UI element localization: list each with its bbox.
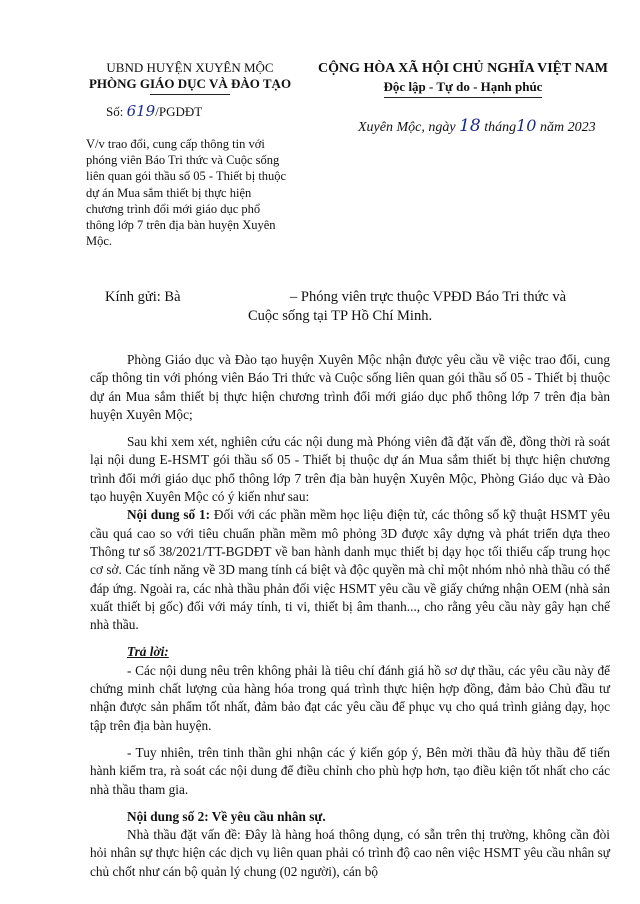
item-1-text: Đối với các phần mềm học liệu điện tử, các thông số kỹ thuật HSMT yêu cầu quá cao so với tiêu chuẩn phần mềm mô phỏng 3D được xây dựng và phát triển dựa theo Thông tư số 38/2021/TT-BGDĐT về ban hành danh mục thiết bị dạy học tối thiểu cấp trung học cơ sở. Các tính năng về 3D mang tính cá biệt và độc quyền mà chỉ một nhóm nhỏ nhà thầu có thể đáp ứng. Ngoài ra, các nhà thầu phản đối việc HSMT yêu cầu về giấy chứng nhận OEM (nhà sản xuất thiết bị gốc) đối với máy tính, ti vi, thiết bị âm thanh..., cho rằng yêu cầu này gây hạn chế nhà thầu. [90,507,610,633]
answer-heading: Trả lời: [127,644,169,660]
recipient-line-2: Cuộc sống tại TP Hồ Chí Minh. [248,308,433,324]
paragraph-item-2-text: Nhà thầu đặt vấn đề: Đây là hàng hoá thông dụng, có sẵn trên thị trường, không cần đòi hỏi nhân sự thực hiện các dịch vụ liên quan phải có trình độ cao nên việc HSMT yêu cầu nhân sự chủ chốt như cán bộ quản lý chung (02 người), cán bộ [90,827,610,879]
item-1-heading: Nội dung số 1: [127,507,211,523]
paragraph-review: Sau khi xem xét, nghiên cứu các nội dung mà Phóng viên đã đặt vấn đề, đồng thời rà soát lại nội dung E-HSMT gói thầu số 05 - Thiết bị thuộc dự án Mua sắm thiết bị thực hiện chương trình đổi mới giáo dục phổ thông lớp 7 trên địa bàn huyện Xuyên Mộc, Phòng Giáo dục và Đào tạo huyện Xuyên Mộc có ý kiến như sau: [90,434,610,505]
paragraph-item-2-heading [90,808,610,826]
paragraph-intro: Phòng Giáo dục và Đào tạo huyện Xuyên Mộc nhận được yêu cầu về việc trao đổi, cung cấp thông tin với phóng viên Báo Tri thức và Cuộc sống liên quan gói thầu số 05 - Thiết bị thuộc dự án Mua sắm thiết bị thực hiện chương trình đổi mới giáo dục phổ thông lớp 7 trên địa bàn huyện Xuyên Mộc; [90,352,610,422]
document-subject: V/v trao đổi, cung cấp thông tin với phóng viên Báo Tri thức và Cuộc sống liên quan gói thầu số 05 - Thiết bị thuộc dự án Mua sắm thiết bị thực hiện chương trình đổi mới giáo dục phổ thông lớp 7 trên địa bàn huyện Xuyên Mộc. [86,137,287,249]
national-title: CỘNG HÒA XÃ HỘI CHỦ NGHĨA VIỆT NAM [317,61,608,76]
letter-body [90,351,610,881]
answer-heading-paragraph [90,643,610,661]
date-month-label: tháng [484,120,517,135]
doc-number-prefix: Số: [106,104,124,119]
date-month-handwritten: 10 [516,116,537,135]
greeting-label: Kính gửi: Bà [105,289,181,305]
item-2-heading: Nội dung số 2: Về yêu cầu nhân sự. [127,808,326,824]
recipient-line-1: – Phóng viên trực thuộc VPĐD Báo Tri thức và [290,289,567,305]
issue-date [358,117,596,136]
date-day-handwritten: 18 [459,116,481,136]
date-prefix: Xuyên Mộc, ngày [358,120,456,135]
document-number [106,103,202,120]
national-motto: Độc lập - Tự do - Hạnh phúc [383,79,543,94]
issuing-authority: UBND HUYỆN XUYÊN MỘC [106,60,274,75]
answer-point-1: - Các nội dung nêu trên không phải là tiêu chí đánh giá hồ sơ dự thầu, các yêu cầu này để chứng minh chất lượng của hàng hóa trong quá trình thực hiện hợp đồng, đảm bảo Chủ đầu tư nhận được sản phẩm tốt nhất, đảm bảo đạt các yêu cầu để phục vụ cho quá trình giảng dạy, học tập trên địa bàn huyện. [90,662,610,733]
department-underline [150,94,230,95]
answer-point-2: - Tuy nhiên, trên tinh thần ghi nhận các ý kiến góp ý, Bên mời thầu đã hủy thầu để tiến hành kiểm tra, rà soát các nội dung để điều chỉnh cho phù hợp hơn, tạo điều kiện tốt nhất cho các nhà thầu tham gia. [90,744,610,797]
issuing-department: PHÒNG GIÁO DỤC VÀ ĐÀO TẠO [88,76,292,91]
motto-underline [384,97,542,98]
date-year: năm 2023 [539,120,596,135]
doc-number-suffix: /PGDĐT [155,104,203,119]
paragraph-item-1 [90,506,610,634]
doc-number-handwritten: 619 [126,102,156,120]
